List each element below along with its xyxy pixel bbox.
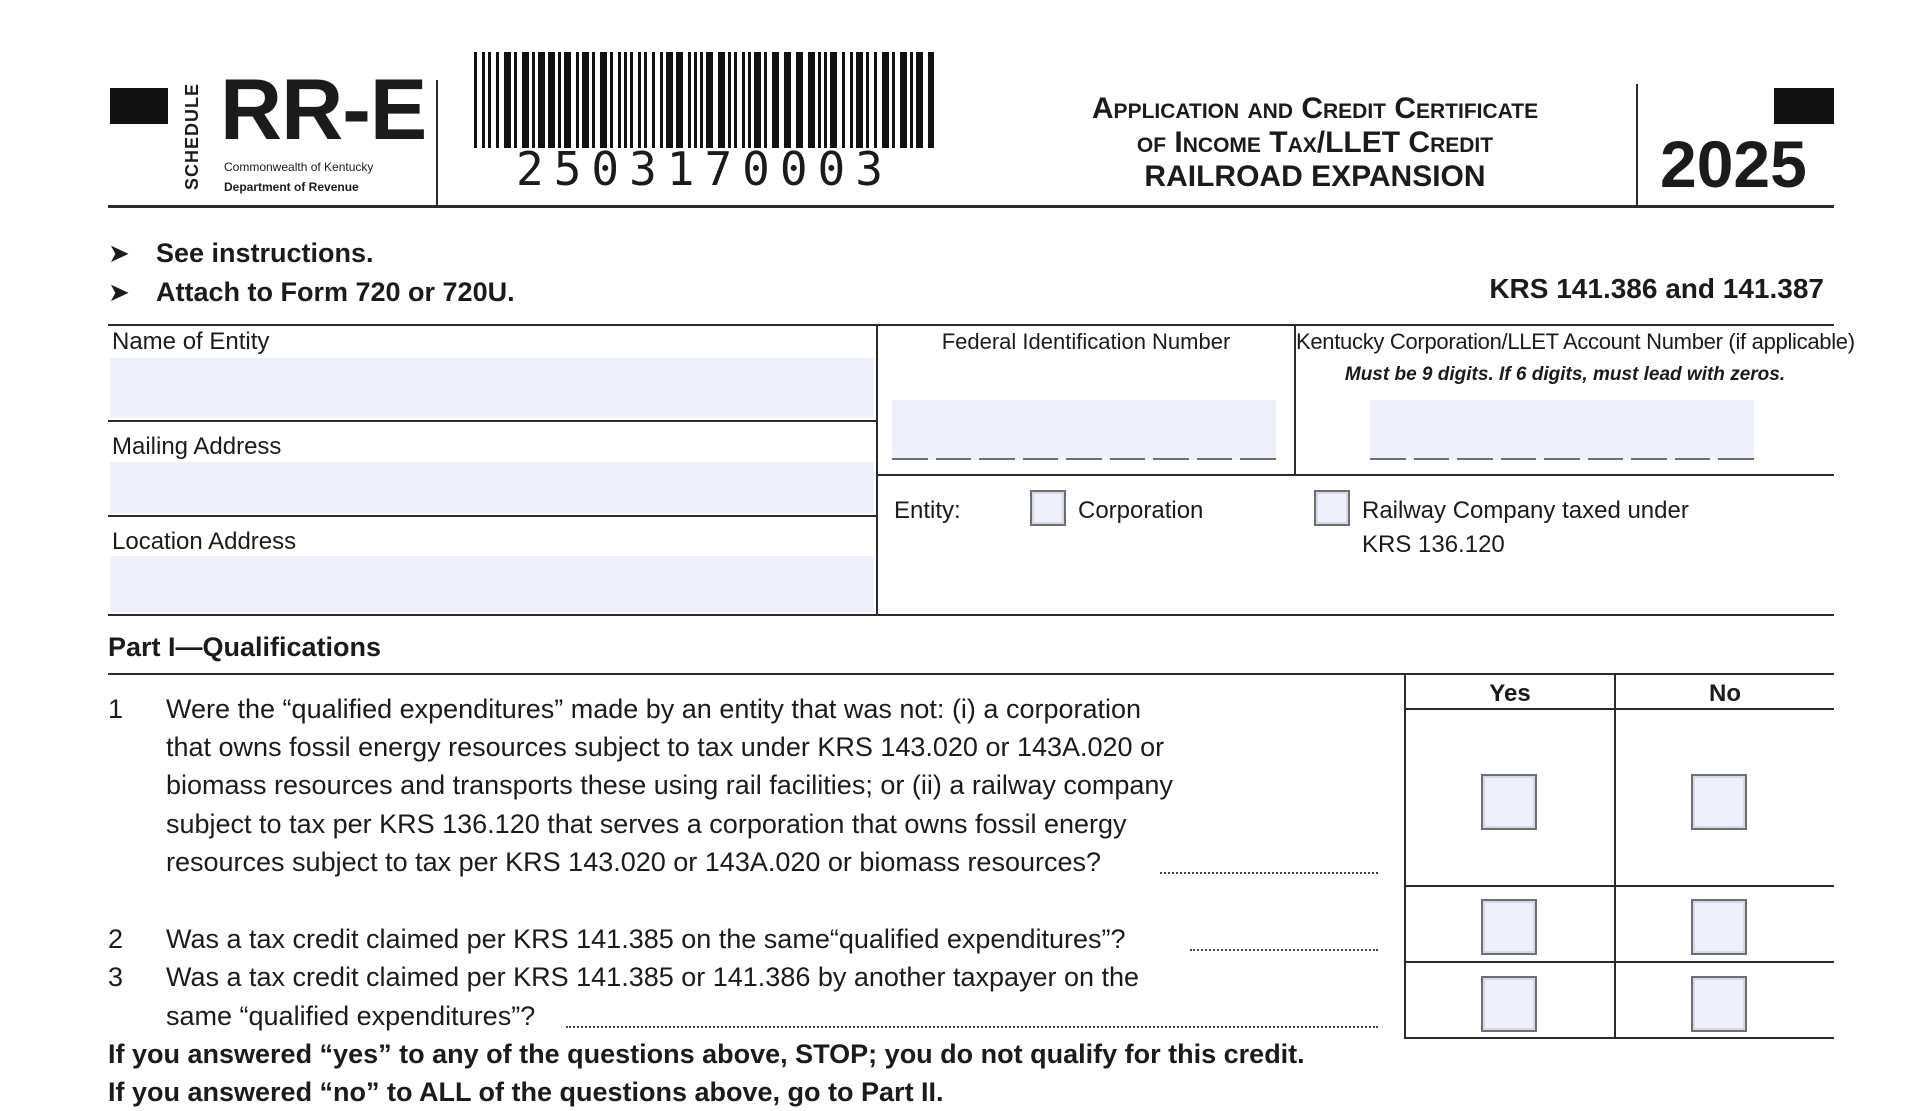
barcode-bar — [660, 52, 663, 148]
barcode-bar — [558, 52, 561, 148]
schedule-label: SCHEDULE — [182, 82, 202, 190]
barcode-bar — [728, 52, 731, 148]
agency-line1: Commonwealth of Kentucky — [224, 160, 374, 174]
rule-mailing — [108, 515, 876, 517]
barcode-bar — [748, 52, 751, 148]
q2-leader — [1190, 949, 1378, 951]
agency-line2: Department of Revenue — [224, 180, 359, 194]
box-top-rule — [108, 324, 1834, 326]
q2-number: 2 — [108, 924, 124, 954]
barcode-bar — [796, 52, 803, 148]
digit-guide — [1718, 458, 1754, 460]
barcode-bar — [564, 52, 571, 148]
digit-guide — [979, 458, 1015, 460]
q3-no-checkbox[interactable] — [1691, 976, 1747, 1032]
barcode-bar — [496, 52, 499, 148]
barcode-bar — [892, 52, 895, 148]
barcode — [474, 52, 934, 148]
barcode-bar — [592, 52, 595, 148]
railway-company-label-line2: KRS 136.120 — [1362, 531, 1505, 558]
ky-account-note: Must be 9 digits. If 6 digits, must lead with zeros. — [1344, 364, 1786, 385]
fein-field[interactable] — [892, 400, 1276, 460]
digit-guide — [1023, 458, 1059, 460]
q3-line1: Was a tax credit claimed per KRS 141.385 or 141.386 by another taxpayer on the — [166, 962, 1140, 992]
railway-company-label-line1: Railway Company taxed under — [1362, 497, 1689, 524]
barcode-bar — [630, 52, 633, 148]
barcode-bar — [514, 52, 517, 148]
box-mid-divider — [876, 324, 878, 616]
barcode-bar — [666, 52, 673, 148]
q1-line5: resources subject to tax per KRS 143.020 or 143A.020 or biomass resources? — [166, 847, 1102, 877]
q1-line4: subject to tax per KRS 136.120 that serves a corporation that owns fossil energy — [166, 809, 1127, 839]
digit-guide — [1631, 458, 1667, 460]
digit-guide — [1370, 458, 1406, 460]
digit-guide — [1240, 458, 1276, 460]
barcode-bar — [734, 52, 737, 148]
barcode-bar — [742, 52, 745, 148]
barcode-bar — [784, 52, 791, 148]
q2-no-checkbox[interactable] — [1691, 899, 1747, 955]
barcode-bar — [882, 52, 889, 148]
grid-row1-rule — [1404, 885, 1834, 887]
mailing-address-label: Mailing Address — [112, 433, 282, 460]
q1-number: 1 — [108, 694, 124, 724]
part1-title: Part I—Qualifications — [108, 632, 382, 662]
q1-leader — [1160, 872, 1378, 874]
attach-instructions: Attach to Form 720 or 720U. — [156, 277, 515, 307]
barcode-bar — [694, 52, 697, 148]
location-address-field[interactable] — [110, 556, 874, 612]
barcode-bar — [482, 52, 485, 148]
barcode-bar — [532, 52, 535, 148]
header-bottom-rule — [108, 205, 1834, 208]
barcode-bar — [582, 52, 589, 148]
barcode-bar — [474, 52, 477, 148]
barcode-bar — [900, 52, 907, 148]
form-title — [1000, 92, 1630, 194]
q2-yes-checkbox[interactable] — [1481, 899, 1537, 955]
form-code: RR-E — [220, 62, 427, 158]
box-bottom-rule — [108, 614, 1834, 616]
arrow-icon: ➤ — [108, 238, 130, 268]
barcode-bar — [916, 52, 923, 148]
mailing-address-field[interactable] — [110, 462, 874, 514]
digit-guide — [1414, 458, 1450, 460]
barcode-bar — [624, 52, 627, 148]
title-line1: Application and Credit Certificate — [1091, 92, 1539, 125]
barcode-bar — [676, 52, 683, 148]
barcode-bar — [504, 52, 511, 148]
q3-yes-checkbox[interactable] — [1481, 976, 1537, 1032]
digit-guide — [1153, 458, 1189, 460]
ky-account-field[interactable] — [1370, 400, 1754, 460]
arrow-icon: ➤ — [108, 277, 130, 307]
stop-if-yes: If you answered “yes” to any of the questions above, STOP; you do not qualify for this credit. — [108, 1039, 1305, 1069]
fein-label: Federal Identification Number — [941, 329, 1231, 354]
digit-guide — [1588, 458, 1624, 460]
barcode-bar — [842, 52, 845, 148]
barcode-bar — [618, 52, 621, 148]
title-line3: RAILROAD EXPANSION — [1144, 160, 1486, 193]
q2-line1: Was a tax credit claimed per KRS 141.385 on the same“qualified expenditures”? — [166, 924, 1126, 954]
grid-left — [1404, 673, 1406, 1039]
digit-guide — [892, 458, 928, 460]
go-if-no: If you answered “no” to ALL of the questions above, go to Part II. — [108, 1077, 944, 1107]
q1-line1: Were the “qualified expenditures” made by an entity that was not: (i) a corporation — [166, 694, 1142, 724]
railway-company-checkbox[interactable] — [1314, 490, 1350, 526]
registration-mark-right — [1774, 88, 1834, 124]
barcode-bar — [818, 52, 821, 148]
digit-guide — [1675, 458, 1711, 460]
barcode-bar — [652, 52, 655, 148]
barcode-bar — [718, 52, 725, 148]
barcode-bar — [874, 52, 877, 148]
q3-line2: same “qualified expenditures”? — [166, 1001, 536, 1031]
entity-label: Entity: — [894, 497, 961, 524]
q3-number: 3 — [108, 962, 124, 992]
barcode-bar — [600, 52, 607, 148]
ky-account-label: Kentucky Corporation/LLET Account Number (if applicable) — [1296, 329, 1855, 354]
digit-guide — [1501, 458, 1537, 460]
barcode-bar — [610, 52, 613, 148]
header-divider-2 — [1636, 84, 1638, 206]
barcode-bar — [522, 52, 529, 148]
q1-line3: biomass resources and transports these using rail facilities; or (ii) a railway company — [166, 770, 1173, 800]
location-address-label: Location Address — [112, 528, 297, 555]
grid-mid — [1614, 673, 1616, 1039]
q3-leader — [566, 1026, 1378, 1028]
barcode-bar — [824, 52, 827, 148]
digit-guide — [1197, 458, 1233, 460]
barcode-bar — [928, 52, 934, 148]
grid-row2-rule — [1404, 961, 1834, 963]
q1-yes-checkbox[interactable] — [1481, 774, 1537, 830]
grid-header-rule — [1404, 708, 1834, 710]
grid-bottom-rule — [1404, 1037, 1834, 1039]
barcode-bar — [576, 52, 579, 148]
rule-entity-top — [876, 474, 1834, 476]
barcode-bar — [548, 52, 555, 148]
barcode-bar — [910, 52, 913, 148]
yes-header: Yes — [1489, 680, 1531, 707]
tax-year: 2025 — [1660, 127, 1807, 201]
barcode-bar — [856, 52, 863, 148]
barcode-bar — [706, 52, 713, 148]
barcode-bar — [644, 52, 647, 148]
name-of-entity-label: Name of Entity — [112, 328, 270, 355]
barcode-bar — [764, 52, 767, 148]
barcode-bar — [754, 52, 761, 148]
registration-mark-left — [110, 88, 168, 124]
q1-line2: that owns fossil energy resources subject to tax under KRS 143.020 or 143A.020 or — [166, 732, 1165, 762]
digit-guide — [1457, 458, 1493, 460]
barcode-bar — [488, 52, 491, 148]
title-line2: of Income Tax/LLET Credit — [1136, 126, 1494, 159]
digit-guide — [936, 458, 972, 460]
digit-guide — [1544, 458, 1580, 460]
rule-name — [108, 420, 876, 422]
barcode-bar — [700, 52, 703, 148]
digit-guide — [1066, 458, 1102, 460]
header-divider-1 — [436, 80, 438, 206]
barcode-bar — [850, 52, 853, 148]
barcode-number: 2503170003 — [516, 142, 893, 196]
q1-no-checkbox[interactable] — [1691, 774, 1747, 830]
krs-reference: KRS 141.386 and 141.387 — [1489, 273, 1824, 304]
barcode-bar — [638, 52, 641, 148]
name-of-entity-field[interactable] — [110, 358, 874, 418]
barcode-bar — [688, 52, 691, 148]
part1-rule — [108, 673, 1834, 675]
see-instructions: See instructions. — [156, 238, 374, 268]
barcode-bar — [866, 52, 869, 148]
barcode-bar — [830, 52, 837, 148]
corporation-checkbox[interactable] — [1030, 490, 1066, 526]
corporation-label: Corporation — [1078, 497, 1204, 524]
no-header: No — [1709, 680, 1741, 707]
digit-guide — [1110, 458, 1146, 460]
barcode-bar — [808, 52, 815, 148]
barcode-bar — [538, 52, 545, 148]
barcode-bar — [772, 52, 779, 148]
